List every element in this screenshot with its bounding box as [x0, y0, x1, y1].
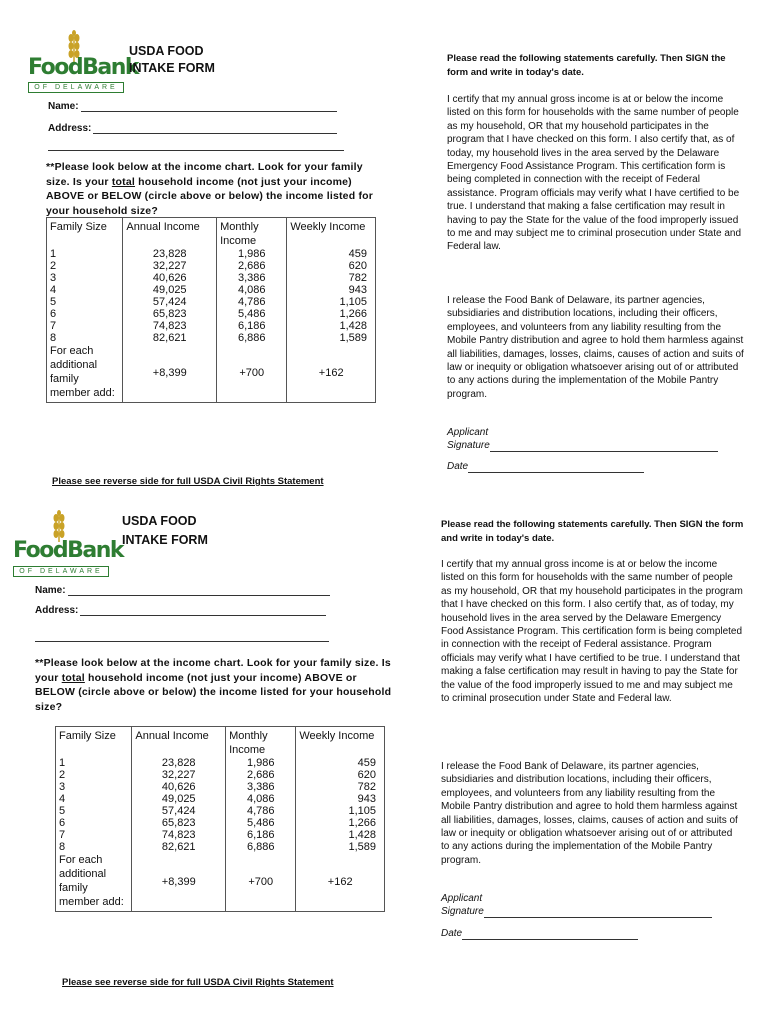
table-row: 7 74,823 6,186 1,428: [47, 320, 376, 332]
date-field[interactable]: [441, 927, 638, 940]
table-row: 3 40,626 3,386 782: [47, 272, 376, 284]
logo-subtitle: OF DELAWARE: [13, 566, 109, 577]
table-header: [47, 218, 376, 249]
release-statement: I release the Food Bank of Delaware, its partner agencies, subsidiaries and distribution locations, including their officers, employees, and volunteers from any liability resulting from the Mobile Pantry distribution and agree to hold them harmless against all liabilities, damages, losses, claims, causes of action and suits of law or inequity or obligation whatsoever arising out of or attributed to any actions during the implementation of the Mobile Pantry program.: [441, 761, 738, 866]
address-line-2[interactable]: [48, 150, 344, 151]
form-title: [122, 512, 208, 550]
read-instructions: Please read the following statements carefully. Then SIGN the form and write in today's date.: [441, 519, 744, 544]
title-line-1: USDA FOOD: [129, 44, 204, 58]
logo-subtitle: OF DELAWARE: [28, 82, 124, 93]
header-family-size: Family Size: [47, 218, 123, 249]
date-label: Date: [441, 928, 463, 939]
signature-label: Signature: [447, 440, 490, 451]
name-field[interactable]: [35, 585, 330, 596]
name-label: Name:: [48, 101, 79, 112]
income-table: [55, 726, 385, 912]
read-instructions: Please read the following statements carefully. Then SIGN the form and write in today's date.: [447, 53, 726, 78]
title-line-2: INTAKE FORM: [129, 61, 215, 75]
table-row: 1 23,828 1,986 459: [56, 757, 385, 769]
form-title: [129, 43, 215, 77]
signature-field[interactable]: [447, 426, 737, 452]
table-row: 6 65,823 5,486 1,266: [56, 817, 385, 829]
table-row: 4 49,025 4,086 943: [56, 793, 385, 805]
title-line-1: USDA FOOD: [122, 514, 197, 528]
address-field[interactable]: [35, 605, 326, 616]
table-row: 4 49,025 4,086 943: [47, 284, 376, 296]
table-row: 8 82,621 6,886 1,589: [56, 841, 385, 853]
date-label: Date: [447, 461, 469, 472]
table-row: 2 32,227 2,686 620: [56, 769, 385, 781]
header-weekly: Weekly Income: [287, 218, 376, 249]
logo-text: FoodBank: [13, 538, 124, 563]
release-statement: I release the Food Bank of Delaware, its partner agencies, subsidiaries and distribution locations, including their officers, employees, and volunteers from any liability resulting from the Mobile Pantry distribution and agree to hold them harmless against all liabilities, damages, losses, claims, causes of action and suits of law or inequity or obligation whatsoever arising out of or attributed to any actions during the implementation of the Mobile Pantry program.: [447, 295, 744, 400]
address-label: Address:: [48, 123, 92, 134]
header-weekly: Weekly Income: [296, 727, 385, 758]
title-line-2: INTAKE FORM: [122, 533, 208, 547]
logo-text: FoodBank: [28, 55, 139, 80]
name-label: Name:: [35, 585, 66, 596]
income-table: [46, 217, 376, 403]
header-monthly: Monthly Income: [226, 727, 296, 758]
signature-label: Signature: [441, 906, 484, 917]
table-row: 5 57,424 4,786 1,105: [56, 805, 385, 817]
table-row: 5 57,424 4,786 1,105: [47, 296, 376, 308]
civil-rights-note: Please see reverse side for full USDA Civil Rights Statement: [52, 476, 324, 487]
header-annual: Annual Income: [132, 727, 226, 758]
name-field[interactable]: [48, 101, 337, 112]
header-monthly: Monthly Income: [217, 218, 287, 249]
income-instructions: **Please look below at the income chart. Look for your family size. Is your total household income (not just your income) ABOVE or BELOW (circle above or below) the income listed for your household size?: [35, 657, 392, 713]
address-line-2[interactable]: [35, 641, 329, 642]
civil-rights-note: Please see reverse side for full USDA Civil Rights Statement: [62, 977, 334, 988]
header-family-size: Family Size: [56, 727, 132, 758]
certification-statement: I certify that my annual gross income is at or below the income listed on this form for households with the same number of people as my household, OR that my household participates in the program that I have checked on this form. I also certify that, as of today, my household lives in the area served by the Delaware Emergency Food Assistance Program. This certification form is being completed in connection with the receipt of Federal assistance. Program officials may verify what I have certified to be true. I understand that making a false certification may result in having to pay the State for the value of the food improperly issued to me and may subject me to criminal prosecution under State and Federal law.: [447, 94, 742, 253]
food-bank-logo: [13, 510, 124, 576]
signature-field[interactable]: [441, 892, 731, 918]
table-row: 6 65,823 5,486 1,266: [47, 308, 376, 320]
applicant-label: Applicant: [441, 893, 483, 904]
address-label: Address:: [35, 605, 79, 616]
applicant-label: Applicant: [447, 427, 489, 438]
table-row: 3 40,626 3,386 782: [56, 781, 385, 793]
table-row: 7 74,823 6,186 1,428: [56, 829, 385, 841]
food-bank-logo: [28, 30, 139, 92]
table-row: 8 82,621 6,886 1,589: [47, 332, 376, 344]
table-row-additional: For each additional family member add: +8,399 +700 +162: [47, 344, 376, 403]
income-instructions: **Please look below at the income chart. Look for your family size. Is your total household income (not just your income) ABOVE or BELOW (circle above or below) the income listed for your household size?: [46, 161, 374, 217]
address-field[interactable]: [48, 123, 337, 134]
table-row-additional: For each additional family member add: +8,399 +700 +162: [56, 853, 385, 912]
table-header: [56, 727, 385, 758]
table-row: 1 23,828 1,986 459: [47, 248, 376, 260]
certification-statement: I certify that my annual gross income is at or below the income listed on this form for households with the same number of people as my household, OR that my household participates in the program that I have checked on this form. I also certify that, as of today, my household lives in the area served by the Delaware Emergency Food Assistance Program. This certification form is being completed in connection with the receipt of Federal assistance. Program officials may verify what I have certified to be true. I understand that making a false certification may result in having to pay the State for the value of the food improperly issued to me and may subject me to criminal prosecution under State and Federal law.: [441, 559, 743, 705]
date-field[interactable]: [447, 460, 644, 473]
header-annual: Annual Income: [123, 218, 217, 249]
table-row: 2 32,227 2,686 620: [47, 260, 376, 272]
